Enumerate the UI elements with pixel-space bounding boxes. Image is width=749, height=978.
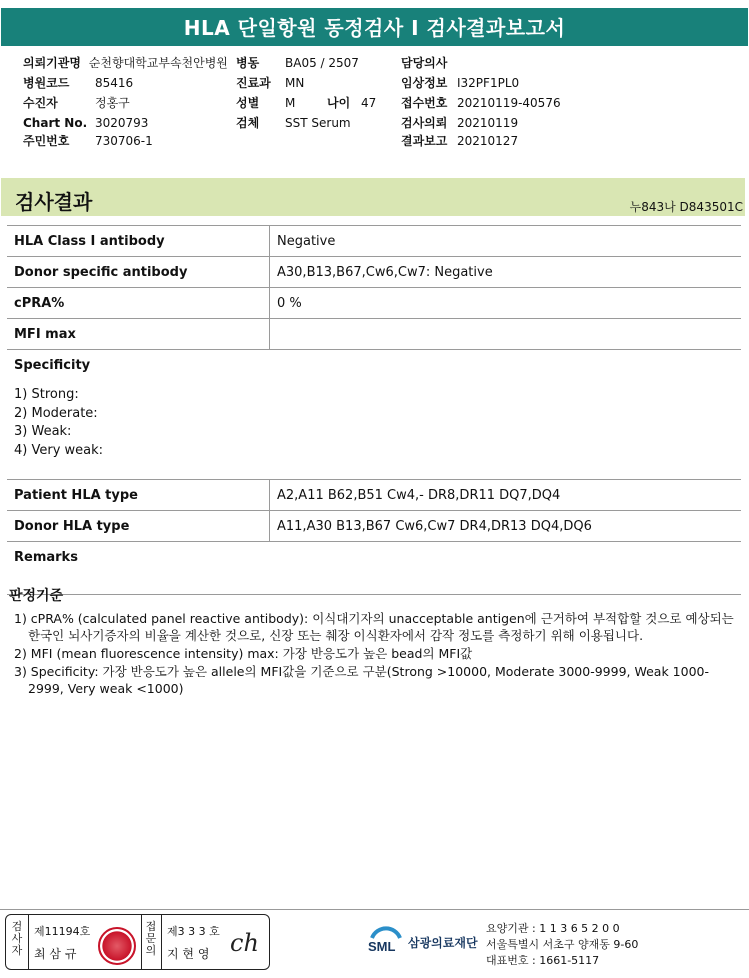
specificity-cell	[7, 350, 741, 480]
chart-value: 3020793	[95, 116, 149, 130]
row-key: Donor specific antibody	[7, 257, 270, 288]
results-table	[7, 225, 741, 595]
org-address: 서울특별시 서초구 양재동 9-60	[486, 938, 639, 951]
specimen-value: SST Serum	[285, 116, 351, 130]
receipt-label: 접수번호	[401, 96, 448, 110]
seal-stamp-icon	[98, 927, 136, 965]
meta-ward	[236, 56, 359, 70]
hospital-code-value: 85416	[95, 76, 134, 90]
table-row	[7, 319, 741, 350]
clinical-value: I32PF1PL0	[457, 76, 520, 90]
criteria-item: 2) MFI (mean fluorescence intensity) max: 가장 반응도가 높은 bead의 MFI값	[14, 646, 473, 661]
table-row	[7, 288, 741, 319]
report-value: 20210127	[457, 134, 519, 148]
chart-label: Chart No.	[23, 116, 88, 130]
row-value	[270, 319, 742, 350]
meta-report	[401, 134, 518, 148]
request-label: 검사의뢰	[401, 116, 448, 130]
dept-label: 진료과	[236, 76, 271, 90]
id-value: 730706-1	[95, 134, 153, 148]
criteria-item: 1) cPRA% (calculated panel reactive antibody): 이식대기자의 unacceptable antigen에 근거하여 부적합할 것으로 예상되는 한국인 뇌사기증자의 비율을 계산한 것으로, 신장 또는 췌장 이식환자에서 감작 정도를 측정하기 위해 이용됩니다.	[14, 611, 734, 643]
donor-hla-value: A11,A30 B13,B67 Cw6,Cw7 DR4,DR13 DQ4,DQ6	[270, 511, 742, 542]
logo-name: 삼광의료재단	[408, 936, 478, 950]
logo-mark-text: SML	[368, 939, 396, 954]
clinical-label: 임상정보	[401, 76, 448, 90]
meta-id	[23, 134, 153, 148]
meta-patient	[23, 96, 130, 110]
specimen-label: 검체	[236, 116, 260, 130]
id-label: 주민번호	[23, 134, 70, 148]
patient-hla-value: A2,A11 B62,B51 Cw4,- DR8,DR11 DQ7,DQ4	[270, 480, 742, 511]
confirm-name: 지 현 영	[167, 947, 210, 961]
specificity-item: 1) Strong:	[14, 387, 79, 402]
org-phone: 대표번호 : 1661-5117	[486, 954, 600, 967]
confirm-label: 접문의	[145, 920, 157, 957]
confirm-number: 제3 3 3 호	[167, 925, 220, 938]
ward-label: 병동	[236, 56, 260, 70]
footer-divider	[0, 909, 749, 910]
specificity-row	[7, 350, 741, 480]
meta-clinical	[401, 76, 519, 90]
meta-institution	[23, 56, 228, 70]
meta-chart	[23, 116, 148, 130]
age-value: 47	[361, 96, 377, 110]
tester-name: 최 삼 규	[34, 947, 77, 961]
criteria-title: 판정기준	[9, 588, 64, 604]
criteria-item: 3) Specificity: 가장 반응도가 높은 allele의 MFI값을 기준으로 구분(Strong >10000, Moderate 3000-9999, Weak 1000-2999, Very weak <1000)	[14, 664, 709, 696]
remarks-row	[7, 542, 741, 595]
signature-box	[5, 914, 270, 970]
hospital-code-label: 병원코드	[23, 76, 70, 90]
report-title: HLA 단일항원 동정검사 I 검사결과보고서	[1, 8, 748, 46]
results-title: 검사결과	[15, 190, 93, 214]
specificity-label: Specificity	[14, 358, 91, 373]
meta-sex-age	[236, 96, 376, 110]
criteria-list	[14, 610, 734, 698]
receipt-value: 20210119-40576	[457, 96, 561, 110]
meta-hospital-code	[23, 76, 133, 90]
specificity-item: 4) Very weak:	[14, 442, 104, 458]
patient-value: 정홍구	[95, 96, 130, 110]
patient-hla-label: Patient HLA type	[7, 480, 270, 511]
row-key: cPRA%	[7, 288, 270, 319]
meta-receipt	[401, 96, 561, 110]
tester-label: 검사자	[11, 920, 23, 957]
specificity-list	[14, 386, 741, 460]
row-value: 0 %	[270, 288, 742, 319]
table-row	[7, 257, 741, 288]
specificity-item: 3) Weak:	[14, 424, 72, 439]
doctor-label: 담당의사	[401, 56, 448, 70]
results-code: 누843나 D843501C	[629, 200, 743, 214]
row-value: Negative	[270, 226, 742, 257]
specificity-item: 2) Moderate:	[14, 405, 98, 421]
table-row	[7, 480, 741, 511]
sml-logo-icon	[366, 922, 406, 962]
org-code: 요양기관 : 1 1 3 6 5 2 0 0	[486, 922, 620, 935]
meta-dept	[236, 76, 304, 90]
remarks-label: Remarks	[7, 542, 741, 595]
patient-label: 수진자	[23, 96, 58, 110]
org-info	[486, 921, 638, 969]
report-label: 결과보고	[401, 134, 448, 148]
meta-specimen	[236, 116, 351, 130]
meta-request	[401, 116, 518, 130]
request-value: 20210119	[457, 116, 519, 130]
sex-value: M	[285, 96, 296, 110]
ward-value: BA05 / 2507	[285, 56, 359, 70]
age-label: 나이	[327, 96, 351, 110]
row-key: MFI max	[7, 319, 270, 350]
donor-hla-label: Donor HLA type	[7, 511, 270, 542]
confirm-label-cell	[141, 915, 162, 969]
table-row	[7, 226, 741, 257]
meta-doctor	[401, 56, 457, 70]
institution-value: 순천향대학교부속천안병원	[88, 56, 228, 70]
results-header	[1, 178, 745, 216]
dept-value: MN	[285, 76, 305, 90]
tester-number: 제11194호	[34, 925, 91, 938]
sml-logo	[366, 922, 406, 966]
institution-label: 의뢰기관명	[23, 56, 81, 70]
table-row	[7, 511, 741, 542]
tester-label-cell	[6, 915, 29, 969]
signature-icon: ch	[230, 929, 259, 957]
row-value: A30,B13,B67,Cw6,Cw7: Negative	[270, 257, 742, 288]
sex-label: 성별	[236, 96, 260, 110]
row-key: HLA Class Ⅰ antibody	[7, 226, 270, 257]
